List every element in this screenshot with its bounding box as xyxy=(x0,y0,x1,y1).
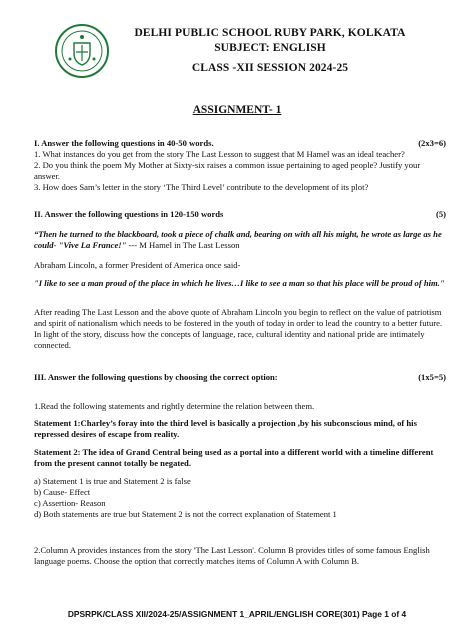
statement-2: Statement 2: The idea of Grand Central being used as a portal into a different world with a timeline different from the present cannot totally be negated. xyxy=(34,447,434,468)
assignment-title: ASSIGNMENT- 1 xyxy=(192,104,282,116)
section-3 xyxy=(34,372,446,383)
mcq-1-intro: 1.Read the following statements and rightly determine the relation between them. xyxy=(34,401,315,411)
section-3-marks: (1x5=5) xyxy=(418,372,446,382)
option-a: a) Statement 1 is true and Statement 2 is false xyxy=(34,476,191,486)
section-1-heading: I. Answer the following questions in 40-50 words. xyxy=(34,138,214,148)
quote-source: --- M Hamel in The Last Lesson xyxy=(126,240,240,250)
lincoln-quote: "I like to see a man proud of the place in which he lives…I like to see a man so that his place will be proud of him." xyxy=(34,278,445,288)
section-2-heading: II. Answer the following questions in 120-150 words xyxy=(34,209,224,219)
statement-1: Statement 1:Charley’s foray into the third level is basically a projection ,by his subconscious mind, of his repressed desires of escape from reality. xyxy=(34,418,417,439)
section-1-question: 2. Do you think the poem My Mother at Sixty-six raises a common issue pertaining to aged people? Justify your answer. xyxy=(34,160,421,181)
school-logo xyxy=(54,23,110,79)
mcq-1-options xyxy=(34,476,446,520)
option-c: c) Assertion- Reason xyxy=(34,498,106,508)
section-3-heading: III. Answer the following questions by choosing the correct option: xyxy=(34,372,278,382)
section-2-prompt: After reading The Last Lesson and the above quote of Abraham Lincoln you begin to reflect on the value of patriotism and spirit of nationalism which needs to be fostered in the youth of today in order to lead the country to a better future. In light of the story, discuss how the concepts of language, race, cultural identity and national pride are intimately connected. xyxy=(34,307,443,350)
section-2 xyxy=(34,209,446,220)
section-2-marks: (5) xyxy=(435,209,446,219)
option-d: d) Both statements are true but Statement 2 is not the correct explanation of Statement 1 xyxy=(34,509,337,519)
lincoln-intro: Abraham Lincoln, a former President of America once said- xyxy=(34,260,241,270)
section-1-question: 3. How does Sam’s letter in the story ‘The Third Level’ contribute to the development of its plot? xyxy=(34,182,369,192)
section-1-question: 1. What instances do you get from the story The Last Lesson to suggest that M Hamel was an ideal teacher? xyxy=(34,149,405,159)
option-b: b) Cause- Effect xyxy=(34,487,91,497)
school-name: DELHI PUBLIC SCHOOL RUBY PARK, KOLKATA xyxy=(134,27,406,39)
quote-text: “Then he turned to the blackboard, took a piece of chalk and, bearing on with all his might, he wrote as large as he could- "Vive La France!" xyxy=(34,229,442,250)
page-footer: DPSRPK/CLASS XII/2024-25/ASSIGNMENT 1_APRIL/ENGLISH CORE(301) Page 1 of 4 xyxy=(67,609,407,619)
mcq-2-intro: 2.Column A provides instances from the story 'The Last Lesson'. Column B provides titles of some famous English language poems. Choose the option that correctly matches items of Column A with Column B. xyxy=(34,545,430,566)
subject-line: SUBJECT: ENGLISH xyxy=(214,42,326,54)
quote-last-lesson xyxy=(34,229,446,251)
section-1 xyxy=(34,138,446,193)
section-1-marks: (2x3=6) xyxy=(418,138,446,148)
class-session: CLASS -XII SESSION 2024-25 xyxy=(191,62,349,74)
